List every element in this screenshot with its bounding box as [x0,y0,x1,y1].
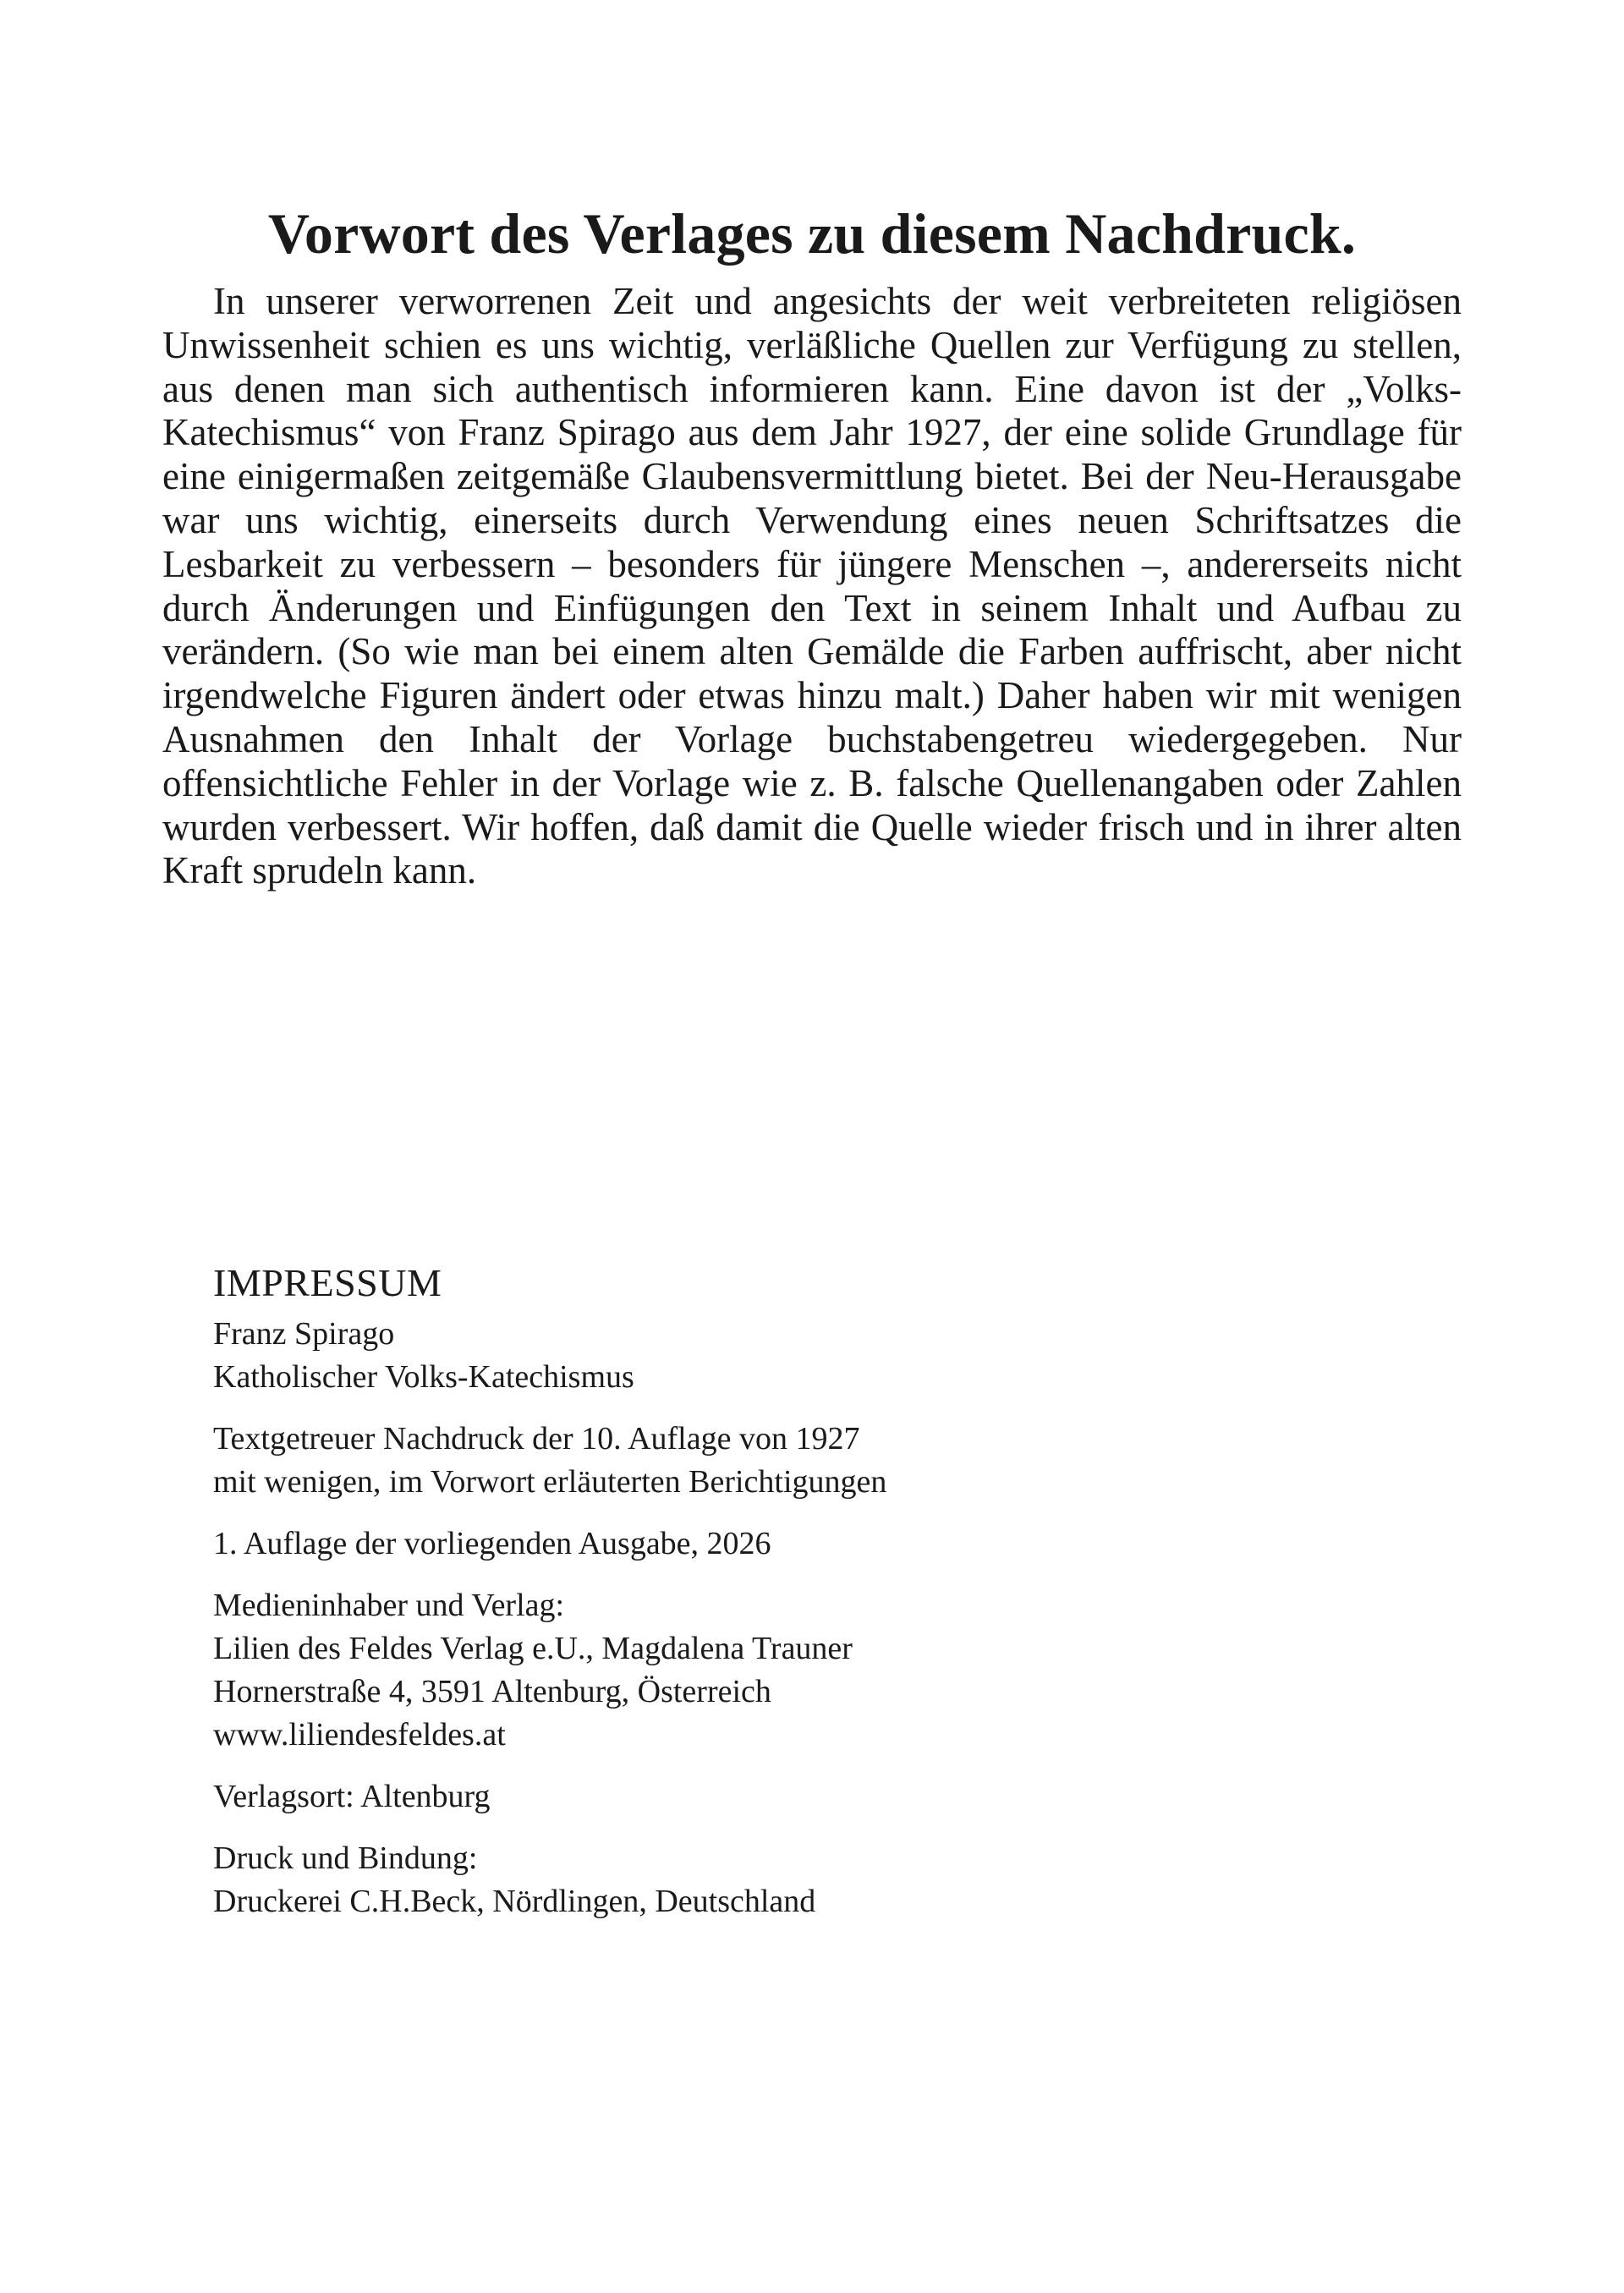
foreword-title: Vorwort des Verlages zu diesem Nachdruck. [267,201,1357,266]
imprint-publisher-website: www.liliendesfeldes.at [213,1717,506,1753]
imprint-author: Franz Spirago [213,1316,395,1352]
imprint-edition-line-1: Textgetreuer Nachdruck der 10. Auflage von 1927 [213,1421,860,1456]
imprint-place-of-publication: Verlagsort: Altenburg [213,1779,491,1814]
imprint-book-info [213,1313,1397,1399]
imprint-section [213,1259,1397,1942]
imprint-printer: Druckerei C.H.Beck, Nördlingen, Deutschland [213,1884,816,1919]
imprint-publisher-name: Lilien des Feldes Verlag e.U., Magdalena Trauner [213,1631,853,1666]
imprint-edition-current: 1. Auflage der vorliegenden Ausgabe, 2026 [213,1526,771,1561]
imprint-printing-label: Druck und Bindung: [213,1840,478,1876]
foreword-text: In unserer verworrenen Zeit und angesichts der weit verbreiteten religiösen Unwissenheit schien es uns wichtig, verläßliche Quellen zur Verfügung zu stellen, aus denen man sich authentisch informieren kann. Eine davon ist der „Volks-Katechismus“ von Franz Spirago aus dem Jahr 1927, der eine solide Grundlage für eine einigermaßen zeitgemäße Glaubensvermittlung bietet. Bei der Neu-Herausgabe war uns wichtig, einerseits durch Verwendung eines neuen Schriftsatzes die Lesbarkeit zu verbessern – besonders für jüngere Menschen –, andererseits nicht durch Änderungen und Einfügungen den Text in seinem Inhalt und Aufbau zu verändern. (So wie man bei einem alten Gemälde die Farben auffrischt, aber nicht irgendwelche Figuren ändert oder etwas hinzu malt.) Daher haben wir mit wenigen Ausnahmen den Inhalt der Vorlage buchstabengetreu wiedergegeben. Nur offensichtliche Fehler in der Vorlage wie z. B. falsche Quellenangaben oder Zahlen wurden verbessert. Wir hoffen, daß damit die Quelle wieder frisch und in ihrer alten Kraft sprudeln kann. [162,280,1462,892]
imprint-publisher-address: Hornerstraße 4, 3591 Altenburg, Österreich [213,1674,771,1709]
imprint-heading: IMPRESSUM [213,1261,442,1304]
imprint-place [213,1775,1397,1818]
imprint-edition-line-2: mit wenigen, im Vorwort erläuterten Berichtigungen [213,1464,887,1500]
imprint-edition-info [213,1418,1397,1504]
imprint-current-edition [213,1522,1397,1566]
imprint-publisher [213,1584,1397,1757]
imprint-printing [213,1837,1397,1923]
imprint-publisher-label: Medieninhaber und Verlag: [213,1588,565,1623]
imprint-book-title: Katholischer Volks-Katechismus [213,1359,634,1395]
